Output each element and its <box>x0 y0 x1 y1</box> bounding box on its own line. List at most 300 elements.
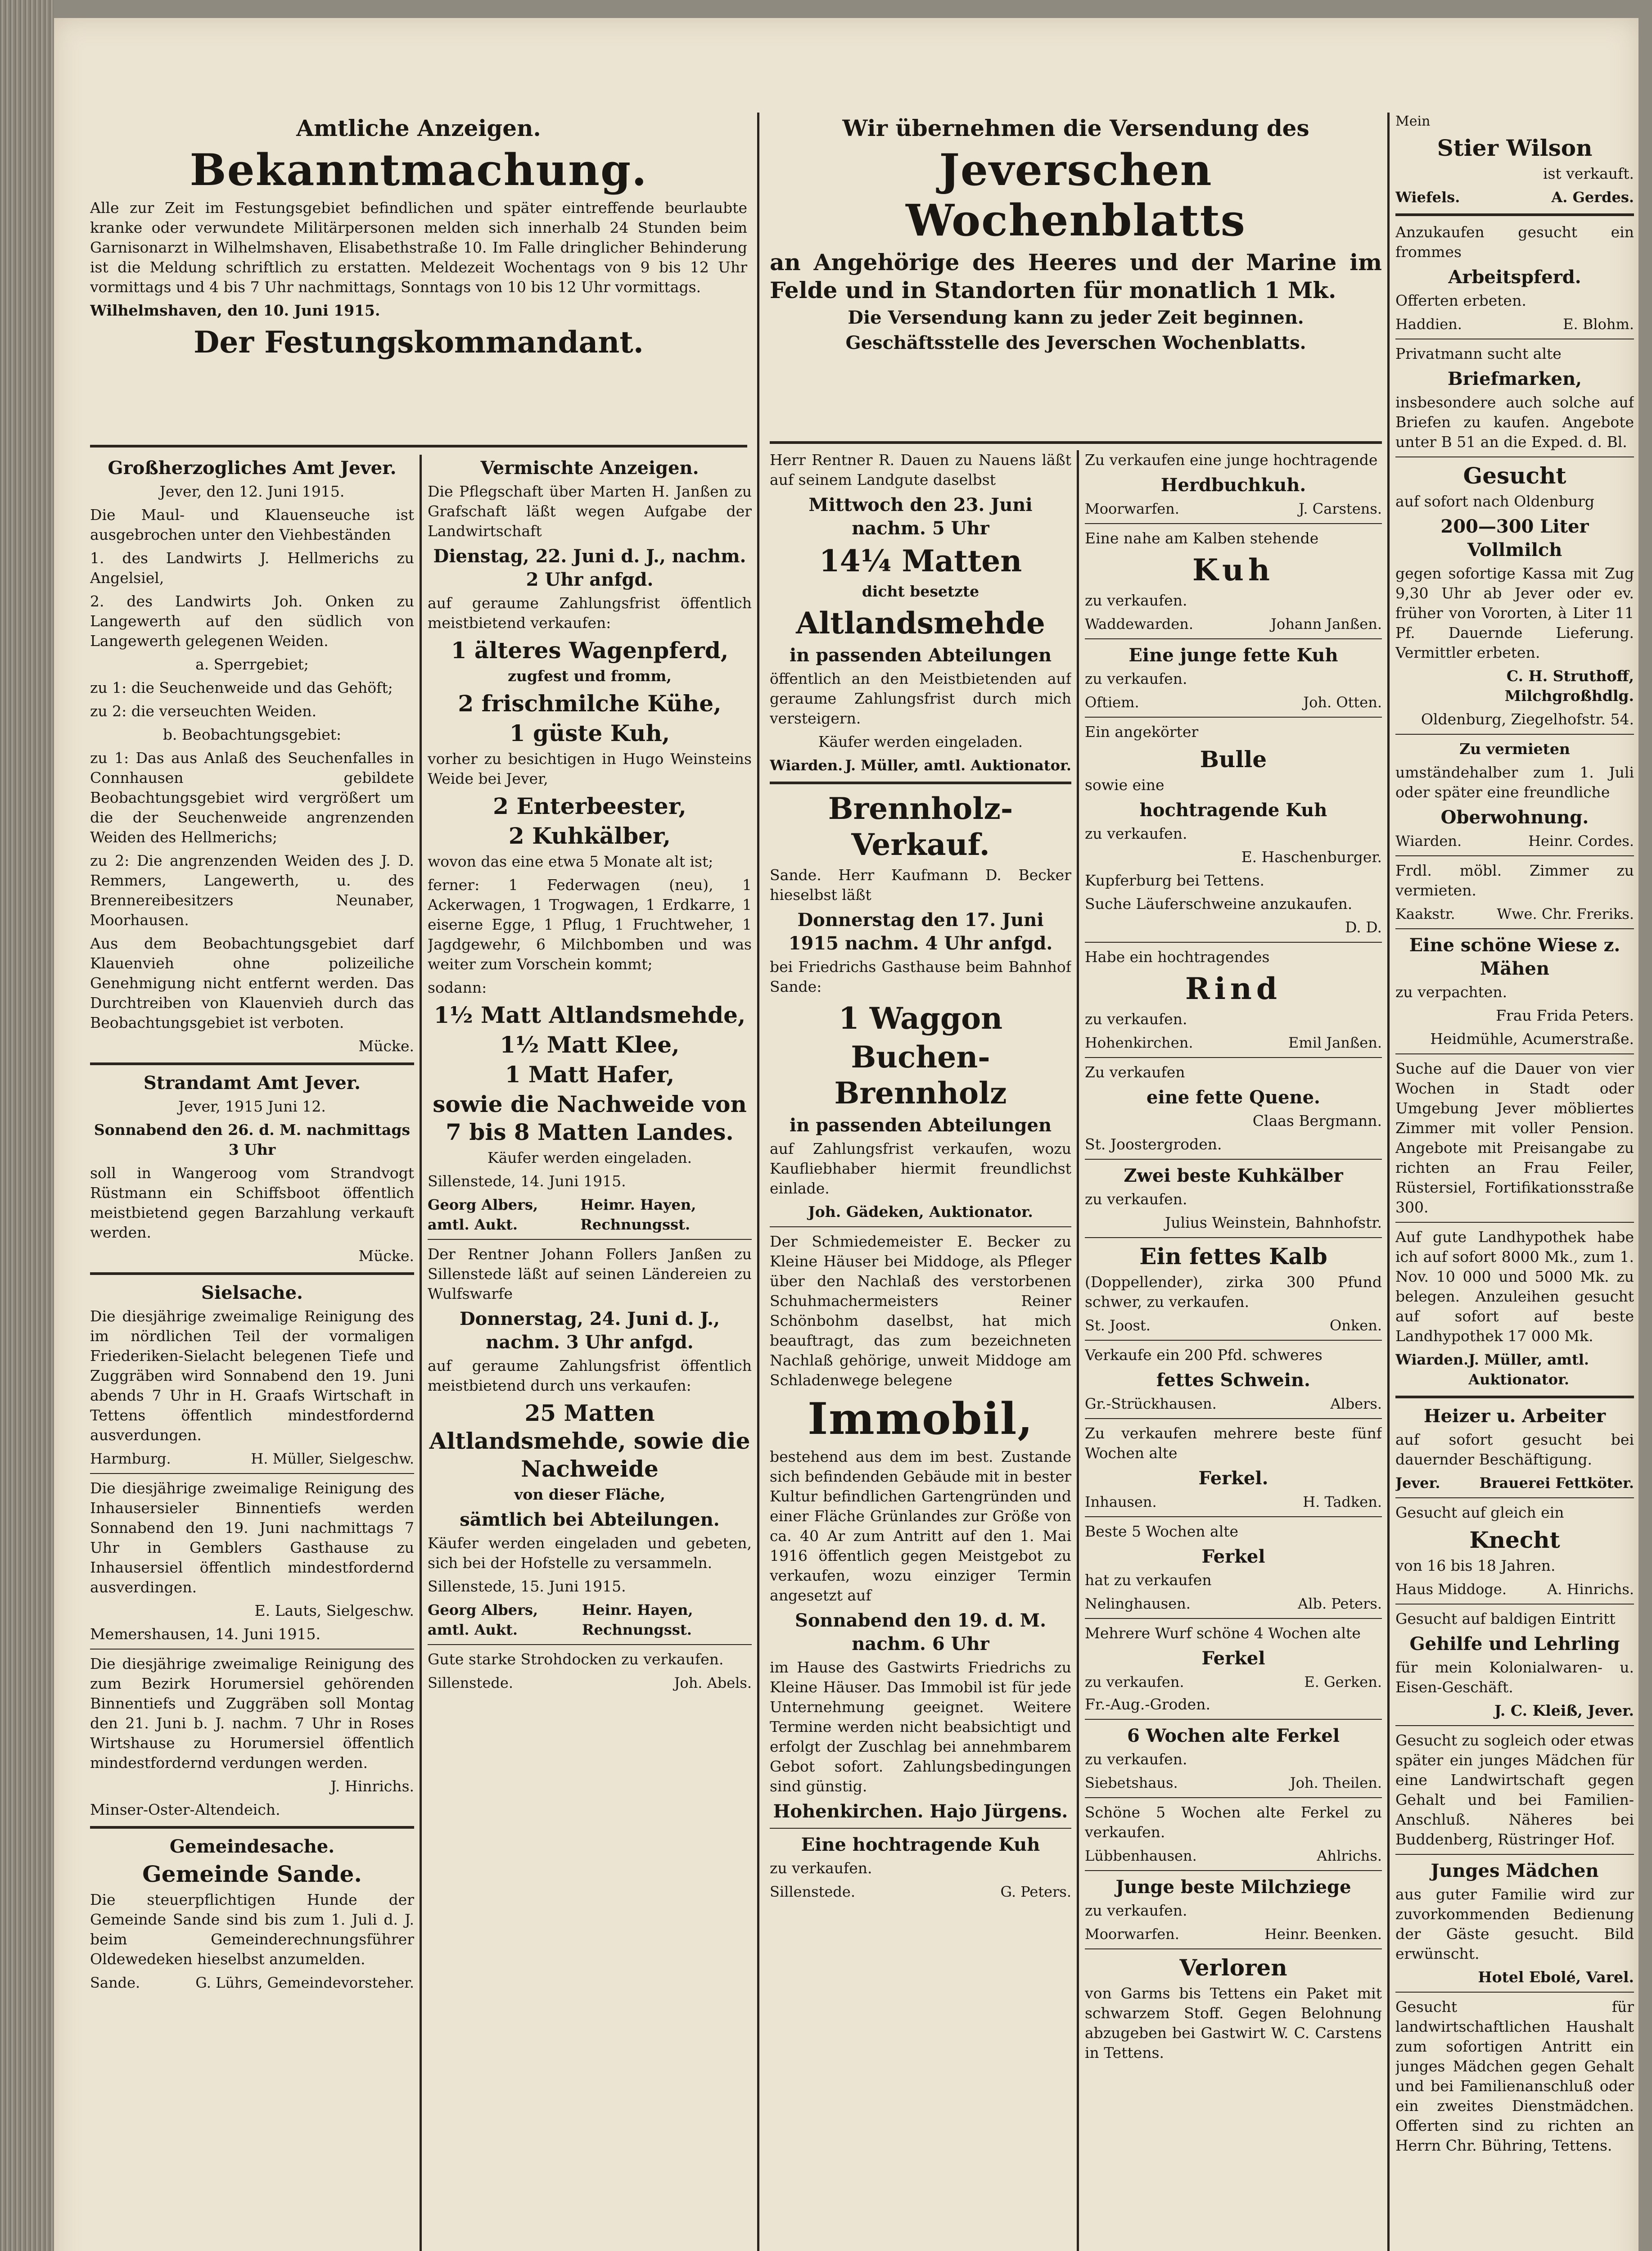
a1-body: Zu verkaufen eine junge hochtragende <box>1085 451 1378 469</box>
rule <box>1085 1719 1382 1720</box>
rule <box>1085 523 1382 524</box>
column-3 <box>1395 113 1634 2251</box>
a14-body: Schöne 5 Wochen alte Ferkel zu verkaufen. <box>1085 1804 1382 1841</box>
brenn-sig: Joh. Gädeken, Auktionator. <box>808 1203 1033 1220</box>
brenn-waggon: 1 Waggon <box>838 1001 1003 1036</box>
siel3-sig: J. Hinrichs. <box>330 1777 414 1795</box>
a4-head: Bulle <box>1200 746 1267 773</box>
rule <box>1085 1237 1382 1238</box>
a13-head: 6 Wochen alte Ferkel <box>1127 1725 1340 1746</box>
a4-body: Ein angekörter <box>1085 723 1199 741</box>
rule-col1-top <box>90 445 747 447</box>
gem-sig-name: G. Lührs, Gemeindevorsteher. <box>195 1974 414 1991</box>
rentner-sig-right: Heinr. Hayen, Rechnungsst. <box>582 1601 693 1638</box>
a11-sig: Alb. Peters. <box>1298 1595 1382 1612</box>
kalb-note: wovon das eine etwa 5 Monate alt ist; <box>428 853 713 870</box>
amt-date: Jever, den 12. Juni 1915. <box>159 483 345 500</box>
rule <box>1085 1948 1382 1949</box>
official-notice-block <box>90 113 747 443</box>
b5-body: umständehalber zum 1. Juli oder später eine freundliche <box>1395 764 1634 801</box>
a12-head: Ferkel <box>1201 1648 1265 1669</box>
item-enter: 2 Enterbeester, <box>493 793 686 819</box>
a8-signature <box>1085 1315 1382 1335</box>
b1-body: ist verkauft. <box>1543 165 1634 182</box>
b11-place: Haus Middoge. <box>1395 1581 1507 1598</box>
b2-place: Haddien. <box>1395 316 1462 333</box>
a9-head: fettes Schwein. <box>1156 1370 1310 1391</box>
b9-place: Wiarden. <box>1395 1351 1469 1368</box>
a10-body: Zu verkaufen mehrere beste fünf Wochen alte <box>1085 1424 1382 1462</box>
dauen-matten: 14¼ Matten <box>819 543 1022 579</box>
rentner-terms: auf geraume Zahlungsfrist öffentlich meistbietend durch uns verkaufen: <box>428 1357 752 1394</box>
a9-place: Gr.-Strückhausen. <box>1085 1395 1217 1412</box>
b12-body: Gesucht auf baldigen Eintritt <box>1395 1610 1616 1627</box>
rule <box>1395 928 1634 929</box>
rule <box>1085 942 1382 943</box>
b1-place: Wiefels. <box>1395 189 1460 206</box>
stroh-sig: Joh. Abels. <box>674 1674 752 1691</box>
b1-head: Stier Wilson <box>1437 135 1593 161</box>
a11-body: Beste 5 Wochen alte <box>1085 1523 1239 1540</box>
immobil-sig: Hohenkirchen. Hajo Jürgens. <box>773 1801 1068 1822</box>
amt-tail: Aus dem Beobachtungsgebiet darf Klauenvieh ohne polizeiliche Genehmigung nicht entfernt werden. Das Durchtreiben von Klauenvieh durch das Beobachtungsgebiet ist verboten. <box>90 935 414 1031</box>
b2-signature <box>1395 314 1634 334</box>
rule <box>1395 1992 1634 1993</box>
dauen-dicht: dicht besetzte <box>862 583 979 600</box>
a10-head: Ferkel. <box>1198 1468 1268 1489</box>
a12-signature <box>1085 1672 1382 1692</box>
b6-sig: Wwe. Chr. Freriks. <box>1497 905 1634 922</box>
a3-sig: Joh. Otten. <box>1303 694 1382 711</box>
b10-head: Heizer u. Arbeiter <box>1423 1406 1606 1427</box>
a13-body: zu verkaufen. <box>1085 1750 1187 1768</box>
column-1a <box>90 455 414 2251</box>
rule-col2-top <box>770 441 1382 444</box>
a4-sig-2: D. D. <box>1345 918 1382 936</box>
rentner-invite: Käufer werden eingeladen und gebeten, sich bei der Hofstelle zu versammeln. <box>428 1534 752 1572</box>
a15-place: Moorwarfen. <box>1085 1926 1179 1943</box>
item-horse-sub: zugfest und fromm, <box>508 667 672 685</box>
strand-date: Jever, 1915 Juni 12. <box>178 1098 326 1115</box>
matt-1: 1½ Matt Altlandsmehde, <box>433 1002 746 1028</box>
a3-body: zu verkaufen. <box>1085 670 1187 687</box>
column-rule <box>757 113 759 2251</box>
b1-small: Mein <box>1395 113 1431 129</box>
rule <box>428 1644 752 1645</box>
b11-body-2: von 16 bis 18 Jahren. <box>1395 1557 1556 1574</box>
newspaper-page <box>54 18 1638 2251</box>
rule <box>1085 638 1382 639</box>
gem-head: Gemeindesache. <box>169 1836 335 1857</box>
a5-head: Rind <box>1185 971 1282 1006</box>
book-spine <box>0 0 54 2251</box>
b7-head: Eine schöne Wiese z. Mähen <box>1409 935 1620 979</box>
a6-head: eine fette Quene. <box>1146 1087 1320 1108</box>
a8-sig: Onken. <box>1330 1317 1382 1334</box>
amt-intro: Die Maul- und Klauenseuche ist ausgebrochen unter den Viehbeständen <box>90 506 414 543</box>
ferner: ferner: 1 Federwagen (neu), 1 Ackerwagen, 1 Trogwagen, 1 Erdkarre, 1 eiserne Egge, 1 Pflug, 1 Fruchtweher, 1 Jagdgewehr, 6 Milchbomben und was weiter zum Vorschein kommt; <box>428 876 752 973</box>
amt-a2: zu 2: die verseuchten Weiden. <box>90 702 317 720</box>
b3-body-2: insbesondere auch solche auf Briefen zu kaufen. Angebote unter B 51 an die Exped. d. Bl. <box>1395 393 1634 451</box>
gem-sig-place: Sande. <box>90 1974 140 1991</box>
misc-head: Vermischte Anzeigen. <box>480 457 699 479</box>
a5-place: Hohenkirchen. <box>1085 1034 1193 1051</box>
a9-sig: Albers. <box>1330 1395 1382 1412</box>
a5-signature <box>1085 1033 1382 1053</box>
b6-signature <box>1395 904 1634 924</box>
rule <box>90 1473 414 1474</box>
misc-sig-left: Georg Albers, amtl. Aukt. <box>428 1196 538 1233</box>
b11-body: Gesucht auf gleich ein <box>1395 1504 1564 1521</box>
a4-head-2: hochtragende Kuh <box>1139 800 1327 821</box>
b13-body: Gesucht zu sogleich oder etwas später ein junges Mädchen für eine Landwirtschaft gegen Gehalt und bei Familien-Anschluß. Näheres bei Buddenberg, Rüstringer Hof. <box>1395 1731 1634 1848</box>
strand-sign: Mücke. <box>358 1247 414 1265</box>
siel3-place: Minser-Oster-Altendeich. <box>90 1801 280 1818</box>
siel-body: Die diesjährige zweimalige Reinigung des im nördlichen Teil der vormaligen Friederiken-Sielacht belegenen Tiefe und Zuggräben wird Sonnabend den 19. Juni abends 7 Uhr in H. Graafs Wirtschaft in Tettens öffentlich mindestfordernd ausverdungen. <box>90 1307 414 1444</box>
a1-head: Herdbuchkuh. <box>1160 475 1306 496</box>
rentner-date: Donnerstag, 24. Juni d. J., nachm. 3 Uhr anfgd. <box>459 1308 720 1353</box>
a10-place: Inhausen. <box>1085 1493 1157 1510</box>
rule <box>90 1062 414 1065</box>
b7-sig: Frau Frida Peters. <box>1496 1007 1634 1024</box>
sodann: sodann: <box>428 979 487 996</box>
a13-place: Siebetshaus. <box>1085 1774 1178 1791</box>
rule <box>1395 213 1634 216</box>
wb-line-2: an Angehörige des Heeres und der Marine im Felde und in Standorten für monatlich 1 Mk. <box>770 249 1382 303</box>
a15-body: zu verkaufen. <box>1085 1902 1187 1919</box>
rentner-intro: Der Rentner Johann Follers Janßen zu Sillenstede läßt auf seinen Ländereien zu Wulfswarfe <box>428 1245 752 1302</box>
siel-head: Sielsache. <box>201 1282 303 1303</box>
b9-sig: J. Müller, amtl. Auktionator. <box>1468 1351 1589 1388</box>
kuh-head: Eine hochtragende Kuh <box>801 1834 1040 1855</box>
immobil-date: Sonnabend den 19. d. M. nachm. 6 Uhr <box>794 1610 1046 1654</box>
b6-place: Kaakstr. <box>1395 905 1455 922</box>
a1-sig: J. Carstens. <box>1299 500 1382 517</box>
amt-sign: Mücke. <box>358 1037 414 1055</box>
wb-line-1: Wir übernehmen die Versendung des <box>842 115 1309 141</box>
a5-body-2: zu verkaufen. <box>1085 1010 1187 1028</box>
rule <box>1395 734 1634 735</box>
a11-signature <box>1085 1594 1382 1614</box>
matt-3: 1 Matt Hafer, <box>505 1061 675 1088</box>
dauen-body: öffentlich an den Meistbietenden auf geraume Zahlungsfrist durch mich versteigern. <box>770 670 1071 727</box>
rule <box>1085 1516 1382 1517</box>
dauen-invite: Käufer werden eingeladen. <box>818 733 1023 750</box>
brenn-abt: in passenden Abteilungen <box>789 1115 1052 1136</box>
siel2-body: Die diesjährige zweimalige Reinigung des Inhausersieler Binnentiefs werden Sonnabend den 19. Juni nachmittags 7 Uhr in Gemblers Gasthause zu Inhausersiel öffentlich mindestfordernd ausverdingen. <box>90 1479 414 1596</box>
dauen-alt: Altlandsmehde <box>796 606 1045 641</box>
b12-head: Gehilfe und Lehrling <box>1409 1633 1620 1654</box>
rule <box>90 1272 414 1275</box>
b4-body-2: gegen sofortige Kassa mit Zug 9,30 Uhr ab Jever oder ev. früher von Vororten, à Liter 11 Pf. Dauernde Lieferung. Vermittler erbeten. <box>1395 565 1634 661</box>
a1-place: Moorwarfen. <box>1085 500 1179 517</box>
rule <box>1085 717 1382 718</box>
a15-sig: Heinr. Beenken. <box>1264 1926 1382 1943</box>
column-2b <box>1085 450 1382 2251</box>
kuh-place: Sillenstede. <box>770 1883 855 1900</box>
a7-sig: Julius Weinstein, Bahnhofstr. <box>1165 1214 1382 1231</box>
a3-signature <box>1085 692 1382 712</box>
immobil-body: bestehend aus dem im best. Zustande sich befindenden Gebäude mit in bester Kultur befindlichen Gartengründen und einer Fläche Grünlandes zur Größe von ca. 40 Ar zum Antritt auf den 1. Mai 1916 öffentlich gegen Meistgebot zu verkaufen, wozu einziger Termin angesetzt auf <box>770 1448 1071 1604</box>
a5-body: Habe ein hochtragendes <box>1085 948 1270 966</box>
b10-sig: Brauerei Fettköter. <box>1479 1474 1634 1492</box>
notice-date: Wilhelmshaven, den 10. Juni 1915. <box>90 302 380 319</box>
rule <box>1395 1497 1634 1498</box>
misc-invite: Käufer werden eingeladen. <box>487 1149 692 1166</box>
misc-terms-1: auf geraume Zahlungsfrist öffentlich meistbietend verkaufen: <box>428 594 752 632</box>
b5-signature <box>1395 831 1634 851</box>
b12-body-2: für mein Kolonialwaren- u. Eisen-Geschäft. <box>1395 1659 1634 1696</box>
dauen-signature <box>770 755 1071 775</box>
column-rule <box>420 455 422 2251</box>
column-rule <box>1387 113 1390 2251</box>
column-rule <box>1077 450 1079 2251</box>
b14-head: Junges Mädchen <box>1431 1860 1599 1881</box>
a2-head: Kuh <box>1192 552 1274 588</box>
b7-body: zu verpachten. <box>1395 983 1508 1001</box>
rule <box>770 782 1071 784</box>
stroh-body: Gute starke Strohdocken zu verkaufen. <box>428 1650 724 1668</box>
rule <box>1395 855 1634 856</box>
a1-signature <box>1085 499 1382 519</box>
rentner-flaeche: von dieser Fläche, <box>514 1486 665 1503</box>
rule <box>1395 1222 1634 1223</box>
b5-head: Zu vermieten <box>1459 740 1570 758</box>
b2-sig: E. Blohm. <box>1563 316 1634 333</box>
dauen-sig: J. Müller, amtl. Auktionator. <box>845 757 1071 774</box>
nachweide: sowie die Nachweide von 7 bis 8 Matten Landes. <box>433 1091 747 1145</box>
item-horse: 1 älteres Wagenpferd, <box>451 637 729 664</box>
b11-head: Knecht <box>1469 1527 1560 1553</box>
rule <box>1085 1797 1382 1798</box>
a13-signature <box>1085 1773 1382 1793</box>
notice-title: Bekanntmachung. <box>190 145 648 195</box>
dauen-intro: Herr Rentner R. Dauen zu Nauens läßt auf seinem Landgute daselbst <box>770 451 1071 488</box>
b8-body: Suche auf die Dauer von vier Wochen in Stadt oder Umgebung Jever möbliertes Zimmer mit voller Pension. Angebote mit Preisangabe zu richten an Frau Feiler, Rüstersiel, Fortifikationsstraße 300. <box>1395 1060 1634 1216</box>
a3-head: Eine junge fette Kuh <box>1128 645 1338 666</box>
item-kalb: 2 Kuhkälber, <box>508 823 671 849</box>
a10-sig: H. Tadken. <box>1303 1493 1382 1510</box>
b10-place: Jever. <box>1395 1474 1440 1492</box>
wb-line-3: Die Versendung kann zu jeder Zeit beginnen. <box>848 307 1304 328</box>
b2-body-2: Offerten erbeten. <box>1395 292 1526 309</box>
a7-body: zu verkaufen. <box>1085 1190 1187 1208</box>
a5-sig: Emil Janßen. <box>1288 1034 1382 1051</box>
amt-b1: zu 1: Das aus Anlaß des Seuchenfalles in Connhausen gebildete Beobachtungsgebiet wird vergrößert um die der Seuchenweide angrenzenden Weiden des Hellmerichs; <box>90 749 414 846</box>
matt-2: 1½ Matt Klee, <box>500 1031 680 1058</box>
kuh-sig: G. Peters. <box>1000 1883 1071 1900</box>
brenn-intro: Sande. Herr Kaufmann D. Becker hieselbst läßt <box>770 866 1071 904</box>
a4-body-4: Suche Läuferschweine anzukaufen. <box>1085 895 1353 913</box>
brenn-buchen: Buchen-Brennholz <box>834 1040 1007 1111</box>
b2-body: Anzukaufen gesucht ein frommes <box>1395 223 1634 261</box>
siel-sig-name: H. Müller, Sielgeschw. <box>251 1450 414 1467</box>
gem-signature <box>90 1973 414 1993</box>
rule <box>1085 1418 1382 1419</box>
rule <box>90 1826 414 1829</box>
b14-sig: Hotel Ebolé, Varel. <box>1478 1968 1634 1986</box>
dauen-place: Wiarden. <box>770 757 843 774</box>
rule <box>770 1226 1071 1227</box>
siel2-date: Memershausen, 14. Juni 1915. <box>90 1625 320 1643</box>
a11-place: Nelinghausen. <box>1085 1595 1191 1612</box>
amt-item-2: 2. des Landwirts Joh. Onken zu Langewerth auf den südlich von Langewerth gelegenen Weiden. <box>90 592 414 650</box>
misc-date-1: Dienstag, 22. Juni d. J., nachm. 2 Uhr anfgd. <box>433 546 746 590</box>
stroh-place: Sillenstede. <box>428 1674 513 1691</box>
a13-sig: Joh. Theilen. <box>1290 1774 1382 1791</box>
b11-signature <box>1395 1579 1634 1599</box>
rule <box>1085 1340 1382 1341</box>
gem-body: Die steuerpflichtigen Hunde der Gemeinde Sande sind bis zum 1. Juli d. J. beim Gemeinderechnungsführer Oldewedeken hieselbst anzumelden. <box>90 1891 414 1968</box>
a2-body-2: zu verkaufen. <box>1085 592 1187 609</box>
a6-body: Zu verkaufen <box>1085 1063 1185 1081</box>
b5-head-2: Oberwohnung. <box>1440 807 1589 828</box>
rule <box>1395 1725 1634 1726</box>
item-guste: 1 güste Kuh, <box>509 720 670 746</box>
b2-head: Arbeitspferd. <box>1448 267 1581 288</box>
a8-body: (Doppellender), zirka 300 Pfund schwer, zu verkaufen. <box>1085 1273 1382 1311</box>
a12-place: Fr.-Aug.-Groden. <box>1085 1695 1210 1713</box>
schm-body: Der Schmiedemeister E. Becker zu Kleine Häuser bei Middoge, als Pfleger über den Nachlaß des verstorbenen Schuhmachermeisters Reiner Schönbohm daselbst, hat mich beauftragt, das zum bezeichneten Nachlaß gehörige, unweit Middoge am Schladenwege belegene <box>770 1233 1071 1389</box>
b12-sig: J. C. Kleiß, Jever. <box>1494 1702 1634 1719</box>
b11-sig: A. Hinrichs. <box>1547 1581 1634 1598</box>
b10-signature <box>1395 1473 1634 1493</box>
amt-item-1: 1. des Landwirts J. Hellmerichs zu Angelsiel, <box>90 549 414 587</box>
a11-head: Ferkel <box>1201 1546 1265 1567</box>
misc-signature <box>428 1195 752 1234</box>
b6-body: Frdl. möbl. Zimmer zu vermieten. <box>1395 862 1634 899</box>
a12-body-2: zu verkaufen. <box>1085 1673 1184 1691</box>
a4-sig: E. Haschenburger. <box>1241 848 1382 866</box>
misc-place-date: Sillenstede, 14. Juni 1915. <box>428 1172 626 1190</box>
immobil-head: Immobil, <box>808 1393 1034 1444</box>
notice-body: Alle zur Zeit im Festungsgebiet befindlichen und später eintreffende beurlaubte kranke oder verwundete Militärpersonen melden sich innerhalb 24 Stunden beim Garnisonarzt in Wilhelmshaven, Elisabethstraße 10. Im Falle dringlicher Behinderung ist die Meldung schriftlich zu erstatten. Meldezeit Wochentags von 9 bis 12 Uhr vormittags und 4 bis 7 Uhr nachmittags, Sonntags von 10 bis 12 Uhr vormittags. <box>90 199 747 296</box>
amt-head: Großherzogliches Amt Jever. <box>108 457 397 479</box>
strand-body: soll in Wangeroog vom Strandvogt Rüstmann ein Schiffsboot öffentlich meistbietend gegen Barzahlung verkauft werden. <box>90 1164 414 1241</box>
rule <box>1395 1854 1634 1855</box>
b9-body: Auf gute Landhypothek habe ich auf sofort 8000 Mk., zum 1. Nov. 10 000 und 5000 Mk. zu belegen. Anzuleihen gesucht auf sofort auf beste Landhypothek 17 000 Mk. <box>1395 1228 1634 1345</box>
a12-body: Mehrere Wurf schöne 4 Wochen alte <box>1085 1624 1361 1642</box>
official-notices-kicker: Amtliche Anzeigen. <box>296 115 541 141</box>
stroh-signature <box>428 1673 752 1693</box>
siel2-sig: E. Lauts, Sielgeschw. <box>254 1602 414 1619</box>
rule <box>1085 1159 1382 1160</box>
a8-place: St. Joost. <box>1085 1317 1151 1334</box>
brenn-body: auf Zahlungsfrist verkaufen, wozu Kaufliebhaber hiermit freundlichst einlade. <box>770 1140 1071 1197</box>
a16-head: Verloren <box>1179 1954 1287 1981</box>
immobil-body-2: im Hause des Gastwirts Friedrichs zu Kleine Häuser. Das Immobil ist für jede Unternehmung geeignet. Weitere Termine werden nicht beabsichtigt und erfolgt der Zuschlag bei annehmbarem Gebot sofort. Zahlungsbedingungen sind günstig. <box>770 1659 1071 1795</box>
a14-sig: Ahlrichs. <box>1317 1847 1382 1864</box>
amt-a: a. Sperrgebiet; <box>195 655 309 673</box>
brenn-head: Brennholz-Verkauf. <box>828 791 1013 862</box>
b14-body: aus guter Familie wird zur zuvorkommenden Bedienung der Gäste gesucht. Bild erwünscht. <box>1395 1885 1634 1962</box>
rule <box>770 1828 1071 1829</box>
brenn-date: Donnerstag den 17. Juni 1915 nachm. 4 Uhr anfgd. <box>788 909 1053 954</box>
a15-head: Junge beste Milchziege <box>1115 1876 1351 1898</box>
b10-body: auf sofort gesucht bei dauernder Beschäftigung. <box>1395 1431 1634 1468</box>
amt-a1: zu 1: die Seuchenweide und das Gehöft; <box>90 679 393 696</box>
a14-signature <box>1085 1846 1382 1866</box>
b4-head-2: 200—300 Liter Vollmilch <box>1440 516 1589 560</box>
b7-place: Heidmühle, Acumerstraße. <box>1430 1030 1634 1048</box>
item-cows: 2 frischmilche Kühe, <box>458 690 722 717</box>
a4-body-2: sowie eine <box>1085 776 1165 794</box>
gem-title: Gemeinde Sande. <box>142 1861 362 1887</box>
dauen-abt: in passenden Abteilungen <box>789 645 1052 666</box>
siel3-body: Die diesjährige zweimalige Reinigung des zum Bezirk Horumersiel gehörenden Binnentiefs und Zuggräben soll Montag den 21. Juni b. J. nachm. 7 Uhr in Roses Wirtshause zu Horumersiel öffentlich mindestfordernd verdungen werden. <box>90 1655 414 1772</box>
a15-signature <box>1085 1924 1382 1944</box>
b3-head: Briefmarken, <box>1447 368 1582 389</box>
a2-body: Eine nahe am Kalben stehende <box>1085 529 1319 547</box>
kuh-body: zu verkaufen. <box>770 1859 872 1877</box>
b1-signature <box>1395 187 1634 207</box>
b9-signature <box>1395 1350 1634 1389</box>
rentner-matten: 25 Matten Altlandsmehde, sowie die Nachweide <box>429 1400 750 1482</box>
rentner-place: Sillenstede, 15. Juni 1915. <box>428 1578 626 1595</box>
b1-sig: A. Gerdes. <box>1551 189 1634 206</box>
misc-intro: Die Pflegschaft über Marten H. Janßen zu Grafschaft läßt wegen Aufgabe der Landwirtschaft <box>428 483 752 540</box>
a16-body: von Garms bis Tettens ein Paket mit schwarzem Stoff. Gegen Belohnung abzugeben bei Gastwirt W. C. Carstens in Tettens. <box>1085 1984 1382 2061</box>
wochenblatt-ad <box>770 113 1382 428</box>
rule <box>1395 1396 1634 1398</box>
rentner-signature <box>428 1600 752 1640</box>
wb-title: Jeverschen Wochenblatts <box>906 145 1246 246</box>
rule <box>1085 1057 1382 1058</box>
amt-b: b. Beobachtungsgebiet: <box>162 726 342 743</box>
notice-signer: Der Festungskommandant. <box>194 325 644 360</box>
a6-place: St. Joostergroden. <box>1085 1135 1222 1153</box>
column-2a <box>770 450 1071 2251</box>
rule <box>428 1239 752 1240</box>
b4-head: Gesucht <box>1463 462 1566 489</box>
rule <box>1395 1604 1634 1605</box>
rule <box>1085 1870 1382 1871</box>
a4-body-3: zu verkaufen. <box>1085 825 1187 842</box>
a12-sig: E. Gerken. <box>1304 1673 1382 1691</box>
b15-body: Gesucht für landwirtschaftlichen Haushalt zum sofortigen Antritt ein junges Mädchen gegen Gehalt und bei Familienanschluß oder ein zweites Dienstmädchen. Offerten sind zu richten an Herrn Chr. Bühring, Tettens. <box>1395 1998 1634 2154</box>
a4-place: Kupferburg bei Tettens. <box>1085 872 1264 889</box>
rentner-abt: sämtlich bei Abteilungen. <box>460 1509 720 1530</box>
a8-head: Ein fettes Kalb <box>1139 1243 1327 1270</box>
a14-place: Lübbenhausen. <box>1085 1847 1197 1864</box>
kuh-signature <box>770 1882 1071 1902</box>
wb-sig: Geschäftsstelle des Jeverschen Wochenblatts. <box>845 332 1306 353</box>
strand-when: Sonnabend den 26. d. M. nachmittags 3 Uhr <box>94 1121 411 1158</box>
b4-place: Oldenburg, Ziegelhofstr. 54. <box>1421 710 1634 728</box>
amt-b2: zu 2: Die angrenzenden Weiden des J. D. Remmers, Langewerth, u. des Brennereibesitzers Neunaber, Moorhausen. <box>90 852 414 929</box>
b5-sig: Heinr. Cordes. <box>1528 832 1634 850</box>
siel-sig-place: Harmburg. <box>90 1450 171 1467</box>
rule <box>90 1649 414 1650</box>
a2-place: Waddewarden. <box>1085 615 1194 633</box>
a9-body: Verkaufe ein 200 Pfd. schweres <box>1085 1346 1323 1364</box>
a11-body-2: hat zu verkaufen <box>1085 1571 1212 1589</box>
a6-sig: Claas Bergmann. <box>1252 1112 1382 1130</box>
rule <box>1085 1618 1382 1619</box>
b4-sig: C. H. Struthoff, Milchgroßhdlg. <box>1504 667 1634 705</box>
a2-sig: Johann Janßen. <box>1271 615 1382 633</box>
b4-body: auf sofort nach Oldenburg <box>1395 493 1594 510</box>
rule <box>1395 1053 1634 1054</box>
a10-signature <box>1085 1492 1382 1512</box>
b5-place: Wiarden. <box>1395 832 1462 850</box>
misc-sig-right: Heimr. Hayen, Rechnungsst. <box>580 1196 696 1233</box>
view-note: vorher zu besichtigen in Hugo Weinsteins Weide bei Jever, <box>428 750 752 787</box>
b3-body: Privatmann sucht alte <box>1395 345 1562 362</box>
brenn-where: bei Friedrichs Gasthause beim Bahnhof Sande: <box>770 958 1071 995</box>
a9-signature <box>1085 1394 1382 1414</box>
siel-signature <box>90 1449 414 1469</box>
